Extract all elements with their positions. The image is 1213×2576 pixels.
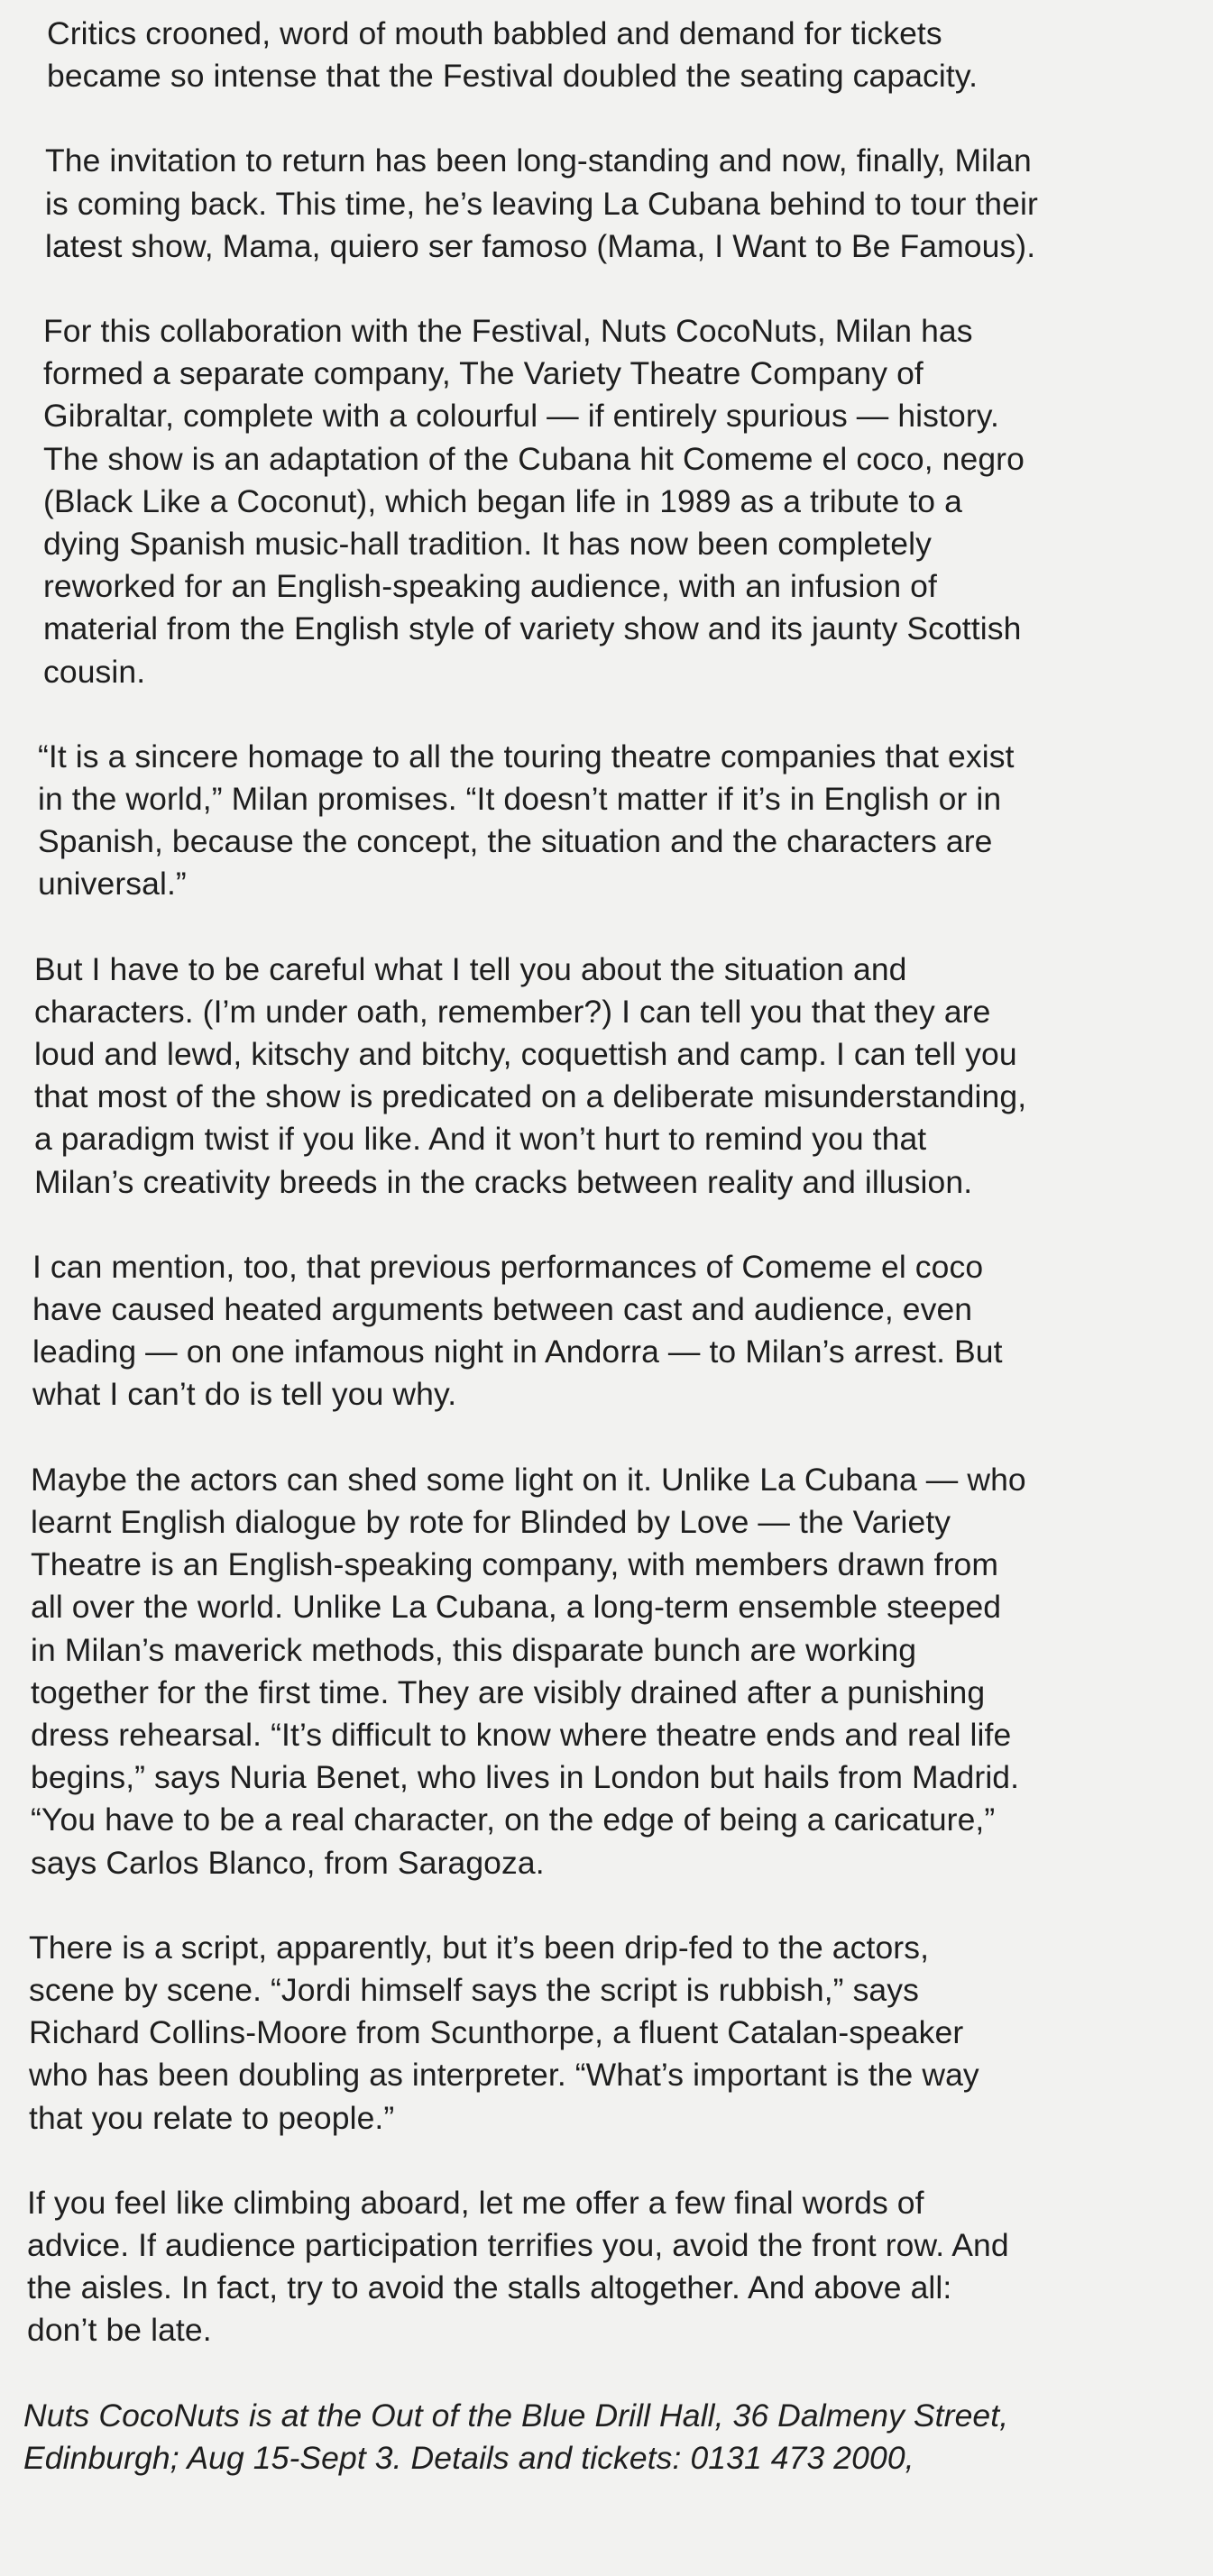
paragraph [38,736,1198,906]
paragraph [29,1927,1198,2140]
text-line: don’t be late. [27,2312,212,2349]
text-line: begins,” says Nuria Benet, who lives in London but hails from Madrid. [31,1759,1020,1796]
text-line: reworked for an English-speaking audience, with an infusion of [43,568,937,605]
paragraph [27,2182,1198,2352]
text-line: the aisles. In fact, try to avoid the stalls altogether. And above all: [27,2269,952,2306]
text-line: have caused heated arguments between cast and audience, even [32,1291,973,1328]
text-line: a paradigm twist if you like. And it won’t hurt to remind you that [34,1121,927,1158]
paragraph [47,13,1198,97]
paragraph [43,310,1198,693]
paragraph [31,1459,1198,1884]
text-line: cousin. [43,653,146,690]
text-line: (Black Like a Coconut), which began life in 1989 as a tribute to a [43,482,962,519]
text-line: in the world,” Milan promises. “It doesn’t matter if it’s in English or in [38,781,1002,818]
text-line: For this collaboration with the Festival, Nuts CocoNuts, Milan has [43,313,973,350]
text-line: Milan’s creativity breeds in the cracks between reality and illusion. [34,1163,973,1200]
text-line: dying Spanish music-hall tradition. It has now been completely [43,526,932,563]
text-line: together for the first time. They are visibly drained after a punishing [31,1673,986,1710]
text-line: advice. If audience participation terrifies you, avoid the front row. And [27,2226,1009,2263]
text-line: leading — on one infamous night in Andorra — to Milan’s arrest. But [32,1334,1003,1371]
paragraph [34,949,1198,1204]
article-body [25,13,1198,2522]
text-line: scene by scene. “Jordi himself says the script is rubbish,” says [29,1971,919,2008]
text-line: is coming back. This time, he’s leaving La Cubana behind to tour their [45,185,1038,222]
paragraph [32,1246,1198,1416]
text-line: I can mention, too, that previous performances of Comeme el coco [32,1248,984,1285]
text-line: But I have to be careful what I tell you about the situation and [34,950,907,987]
text-line: formed a separate company, The Variety Theatre Company of [43,355,924,392]
text-line: The show is an adaptation of the Cubana hit Comeme el coco, negro [43,440,1025,477]
text-line: says Carlos Blanco, from Saragoza. [31,1844,545,1881]
text-line: who has been doubling as interpreter. “What’s important is the way [29,2057,979,2094]
text-line: what I can’t do is tell you why. [32,1376,457,1413]
text-line: became so intense that the Festival doubled the seating capacity. [47,58,979,95]
text-line: in Milan’s maverick methods, this disparate bunch are working [31,1631,917,1668]
paragraph [45,140,1198,268]
text-line: Edinburgh; Aug 15-Sept 3. Details and tickets: 0131 473 2000, [23,2439,914,2476]
text-line: dress rehearsal. “It’s difficult to know where theatre ends and real life [31,1716,1012,1753]
text-line: Maybe the actors can shed some light on it. Unlike La Cubana — who [31,1461,1026,1498]
text-line: Richard Collins-Moore from Scunthorpe, a fluent Catalan-speaker [29,2014,964,2051]
event-info-paragraph [23,2395,1198,2480]
text-line: Critics crooned, word of mouth babbled and demand for tickets [47,15,942,51]
text-line: material from the English style of variety show and its jaunty Scottish [43,610,1022,647]
text-line: that most of the show is predicated on a deliberate misunderstanding, [34,1078,1027,1115]
text-line: all over the world. Unlike La Cubana, a long-term ensemble steeped [31,1589,1002,1626]
text-line: Spanish, because the concept, the situation and the characters are [38,823,993,860]
text-line: If you feel like climbing aboard, let me offer a few final words of [27,2184,924,2221]
text-line: that you relate to people.” [29,2099,395,2136]
text-line: “It is a sincere homage to all the touring theatre companies that exist [38,738,1015,775]
text-line: Theatre is an English-speaking company, with members drawn from [31,1546,999,1583]
text-line: Nuts CocoNuts is at the Out of the Blue Drill Hall, 36 Dalmeny Street, [23,2397,1009,2434]
text-line: universal.” [38,866,187,903]
text-line: latest show, Mama, quiero ser famoso (Mama, I Want to Be Famous). [45,227,1036,264]
text-line: “You have to be a real character, on the edge of being a caricature,” [31,1801,996,1838]
text-line: loud and lewd, kitschy and bitchy, coquettish and camp. I can tell you [34,1036,1017,1073]
text-line: There is a script, apparently, but it’s been drip-fed to the actors, [29,1929,930,1966]
text-line: characters. (I’m under oath, remember?) I can tell you that they are [34,993,991,1030]
text-line: Gibraltar, complete with a colourful — if entirely spurious — history. [43,398,999,435]
text-line: The invitation to return has been long-standing and now, finally, Milan [45,142,1032,179]
text-line: learnt English dialogue by rote for Blinded by Love — the Variety [31,1503,951,1540]
